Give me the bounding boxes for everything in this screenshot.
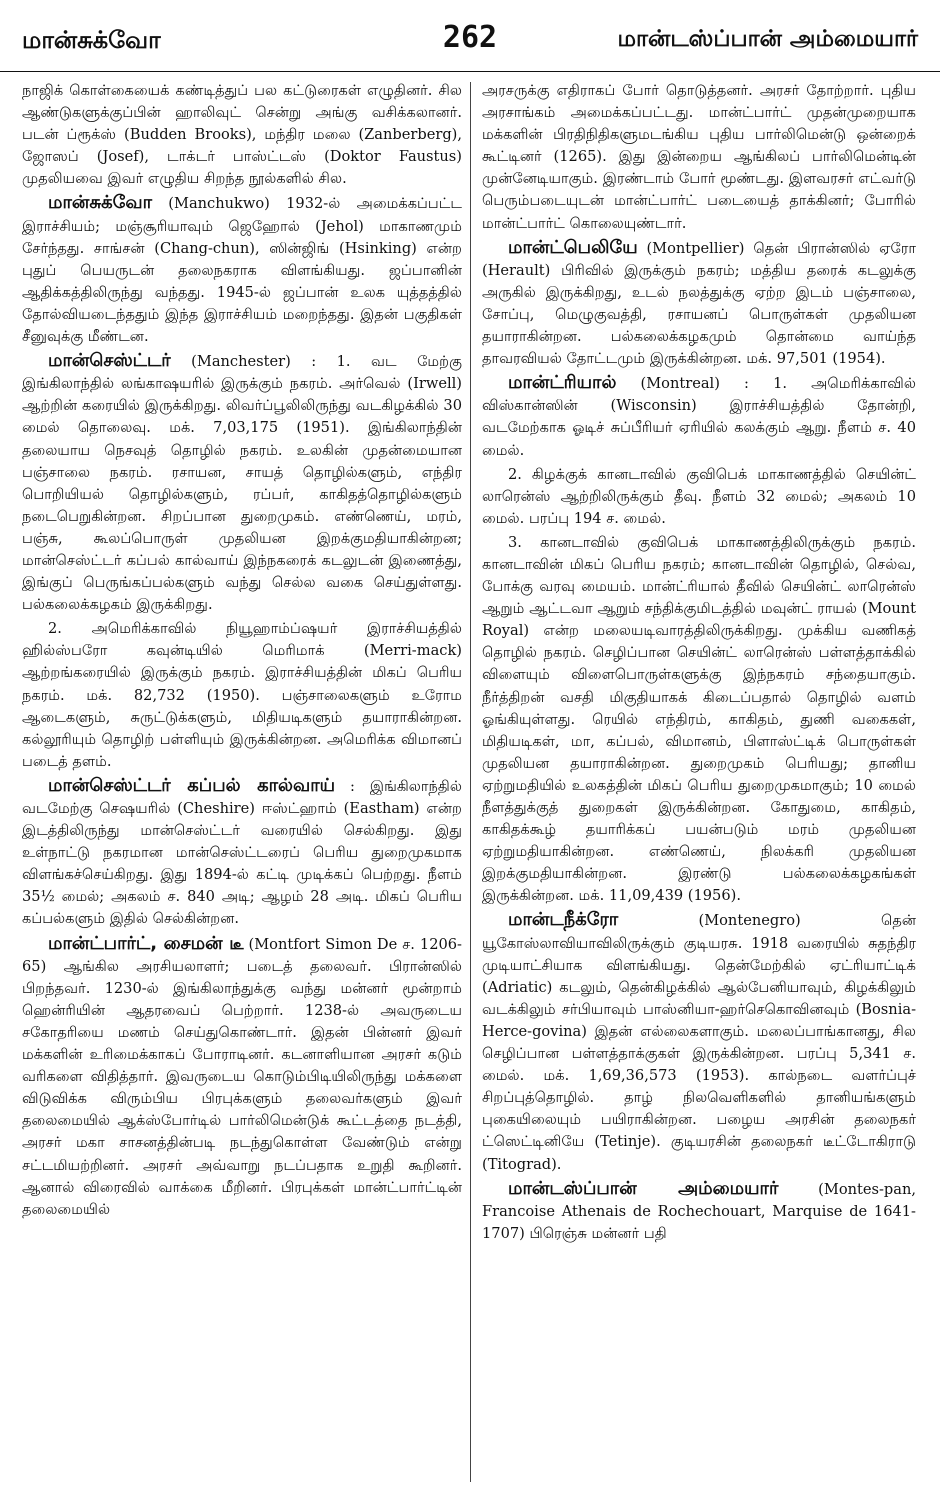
entry-text: (Montes-pan, Francoise Athenais de Rochechouart, Marquise de 1641-1707) பிரெஞ்சு மன்னர் பதி: [482, 1180, 916, 1242]
header-left-title: மான்சுக்வோ: [22, 26, 161, 54]
entry-headword: மான்ட்பெலியே: [508, 236, 638, 258]
entry-text: 2. கிழக்குக் கானடாவில் குவிபெக் மாகாணத்தில் செயின்ட் லாரென்ஸ் ஆற்றிலிருக்கும் தீவு. நீளம் 32 மைல்; அகலம் 10 மைல். பரப்பு 194 ச. மைல்.: [482, 465, 916, 527]
entry-text: நாஜிக் கொள்கையைக் கண்டித்துப் பல கட்டுரைகள் எழுதினர். சில ஆண்டுகளுக்குப்பின் ஹாலிவுட் சென்று அங்கு வசிக்கலானர். படன் ப்ரூக்ஸ் (Budden Brooks), மந்திர மலை (Zanberberg), ஜோஸப் (Josef), டாக்டர் பாஸ்ட்டஸ் (Doktor Faustus) முதலியவை இவர் எழுதிய சிறந்த நூல்களில் சில.: [22, 82, 462, 188]
right-column: [482, 80, 916, 1480]
entry-headword: மான்ட்ரியால்: [508, 372, 617, 394]
entry-headword: மான்செஸ்ட்டர்: [48, 350, 171, 372]
entry-paragraph: [22, 775, 462, 931]
entry-text: : இங்கிலாந்தில் வடமேற்கு செஷயரில் (Cheshire) ஈஸ்ட்ஹாம் (Eastham) என்ற இடத்திலிருந்து மான்செஸ்ட்டர் வரையில் செல்கிறது. இது உள்நாட்டு நகரமான மான்செஸ்ட்டரைப் பெரிய துறைமுகமாக விளங்கச்செய்கிறது. இது 1894-ல் கட்டி முடிக்கப் பெற்றது. நீளம் 35½ மைல்; அகலம் ச. 840 அடி; ஆழம் 28 அடி. மிகப் பெரிய கப்பல்களும் இதில் செல்கின்றன.: [22, 777, 462, 928]
entry-headword: மான்டஸ்ப்பான் அம்மையார்: [508, 1177, 779, 1199]
continuation-paragraph: [22, 80, 462, 190]
continuation-paragraph: [482, 80, 916, 235]
entry-text: 2. அமெரிக்காவில் நியூஹாம்ப்ஷயர் இராச்சியத்தில் ஹில்ஸ்பரோ கவுன்டியில் மெரிமாக் (Merri-mack) ஆற்றங்கரையில் இருக்கும் நகரம். இராச்சியத்தின் மிகப் பெரிய நகரம். மக். 82,732 (1950). பஞ்சாலைகளும் உரோம ஆடைகளும், சுருட்டுக்களும், மிதியடிகளும் தயாராகின்றன. கல்லூரியும் தொழிற் பள்ளியும் இருக்கின்றன. அமெரிக்க விமானப் படைத் தளம்.: [22, 620, 462, 770]
entry-paragraph: [482, 1178, 916, 1245]
entry-text: (Montfort Simon De ச. 1206-65) ஆங்கில அரசியலாளர்; படைத் தலைவர். பிரான்ஸில் பிறந்தவர். 1230-ல் இங்கிலாந்துக்கு வந்து மன்னர் மூன்றாம் ஹென்ரியின் ஆதரவைப் பெற்றார். 1238-ல் அவருடைய சகோதரியை மணம் செய்துகொண்டார். இதன் பின்னர் இவர் மக்களின் உரிமைக்காகப் போராடினர். கடனாளியான அரசர் கடும் வரிகளை விதித்தார். இவருடைய கொடும்பிடியிலிருந்து மக்களை விடுவிக்க விரும்பிய பிரபுக்களும் தலைவர்களும் இவர் தலைமையில் ஆக்ஸ்போர்டில் பார்லிமென்டுக் கூட்டத்தை நடத்தி, அரசர் மகா சாசனத்தின்படி நடந்துகொள்ள வேண்டும் என்று சட்டமியற்றினர். அரசர் அவ்வாறு நடப்பதாக உறுதி கூறினர். ஆனால் விரைவில் வாக்கை மீறினர். பிரபுக்கள் மான்ட்பார்ட்டின் தலைமையில்: [22, 935, 462, 1218]
entry-paragraph: [22, 350, 462, 616]
left-column: [22, 80, 462, 1480]
entry-text: (Montreal) : 1. அமெரிக்காவில் விஸ்கான்ஸின் (Wisconsin) இராச்சியத்தில் தோன்றி, வடமேற்காக ஓடிச் சுப்பீரியர் ஏரியில் கலக்கும் ஆறு. நீளம் ச. 40 மைல்.: [482, 375, 916, 459]
entry-paragraph: [22, 192, 462, 348]
continuation-paragraph: [482, 464, 916, 530]
column-divider: [470, 82, 471, 1482]
entry-text: (Montpellier) தென் பிரான்ஸில் ஏரோ (Herault) பிரிவில் இருக்கும் நகரம்; மத்திய தரைக் கடலுக்கு அருகில் இருக்கிறது, உடல் நலத்துக்கு ஏற்ற இடம் பஞ்சாலை, சோப்பு, மெழுகுவத்தி, ரசாயனப் பொருள்கள் முதலியன தயாராகின்றன. பல்கலைக்கழகமும் தொன்மை வாய்ந்த தாவரவியல் தோட்டமும் இருக்கின்றன. மக். 97,501 (1954).: [482, 239, 916, 368]
continuation-paragraph: [482, 532, 916, 908]
entry-text: (Montenegro) தென் யூகோஸ்லாவியாவிலிருக்கும் குடியரசு. 1918 வரையில் சுதந்திர முடியாட்சியாக விளங்கியது. தென்மேற்கில் ஏட்ரியாட்டிக் (Adriatic) கடலும், தென்கிழக்கில் ஆல்பேனியாவும், கிழக்கிலும் வடக்கிலும் சர்பியாவும் பாஸ்னியா-ஹர்செகொவினவும் (Bosnia-Herce-govina) இதன் எல்லைகளாகும். மலைப்பாங்கானது, சில செழிப்பான பள்ளத்தாக்குகள் இருக்கின்றன. பரப்பு 5,341 ச. மைல். மக். 1,69,36,573 (1953). கால்நடை வளர்ப்புச் சிறப்புத்தொழில். தாழ் நிலவெளிகளில் தானியங்களும் புகையிலையும் பயிராகின்றன. பழைய அரசின் தலைநகர் ட்ஸெட்டினியே (Tetinje). குடியரசின் தலைநகர் டீட்டோகிராடு (Titograd).: [482, 912, 916, 1173]
continuation-paragraph: [22, 618, 462, 773]
entry-text: 3. கானடாவில் குவிபெக் மாகாணத்திலிருக்கும் நகரம். கானடாவின் மிகப் பெரிய நகரம்; கானடாவின் தொழில், செல்வ, போக்கு வரவு மையம். மான்ட்ரியால் தீவில் செயின்ட் லாரென்ஸ் ஆறும் ஆட்டவா ஆறும் சந்திக்குமிடத்தில் மவுன்ட் ராயல் (Mount Royal) என்ற மலையடிவாரத்திலிருக்கிறது. முக்கிய வணிகத் தொழில் நகரம். செழிப்பான செயின்ட் லாரென்ஸ் பள்ளத்தாக்கில் விளையும் விளைபொருள்களுக்கு இந்நகரம் சந்தையாகும். நீர்த்திறன் வசதி மிகுதியாகக் கிடைப்பதால் தொழில் வளம் ஓங்கியுள்ளது. ரெயில் எந்திரம், காகிதம், துணி வகைகள், மிதியடிகள், மா, கப்பல், விமானம், பிளாஸ்ட்டிக் பொருள்கள் முதலியன தயாராகின்றன. துறைமுகம் பெரியது; தானிய ஏற்றுமதியில் உலகத்தின் மிகப் பெரிய துறைமுகமாகும்; 10 மைல் நீளத்துக்குத் துறைகள் இருக்கின்றன. கோதுமை, காகிதம், காகிதக்கூழ் தயாரிக்கப் பயன்படும் மரம் முதலியன ஏற்றுமதியாகின்றன. எண்ணெய், நிலக்கரி முதலியன இறக்குமதியாகின்றன. இரண்டு பல்கலைக்கழகங்கள் இருக்கின்றன. மக். 11,09,439 (1956).: [482, 533, 916, 905]
entry-paragraph: [482, 909, 916, 1175]
entry-text: (Manchester) : 1. வட மேற்கு இங்கிலாந்தில் லங்காஷயரில் இருக்கும் நகரம். அர்வெல் (Irwell) ஆற்றின் கரையில் இருக்கிறது. லிவர்ப்பூலிலிருந்து வடகிழக்கில் 30 மைல் தொலைவு. மக். 7,03,175 (1951). இங்கிலாந்தின் தலையாய நெசவுத் தொழில் நகரம். உலகின் முதன்மையான பஞ்சாலை நகரம். ரசாயன, சாயத் தொழில்களும், எந்திர பொறியியல் தொழில்களும், ரப்பர், காகிதத்தொழில்களும் நடைபெறுகின்றன. சிறப்பான துறைமுகம். எண்ணெய், மரம், பஞ்சு, கூலப்பொருள் முதலியன இறக்குமதியாகின்றன; மான்செஸ்ட்டர் கப்பல் கால்வாய் இந்நகரைக் கடலுடன் இணைத்து, இங்குப் பெருங்கப்பல்களும் வந்து செல்ல வகை செய்துள்ளது. பல்கலைக்கழகம் இருக்கிறது.: [22, 353, 462, 614]
page-number: 262: [442, 20, 498, 55]
header-right-title: மான்டஸ்ப்பான் அம்மையார்: [617, 26, 918, 52]
entry-headword: மான்ட்பார்ட், சைமன் டீ: [48, 932, 244, 954]
entry-paragraph: [482, 372, 916, 461]
entry-headword: மான்செஸ்ட்டர் கப்பல் கால்வாய்: [48, 774, 336, 796]
entry-text: அரசருக்கு எதிராகப் போர் தொடுத்தனர். அரசர் தோற்றார். புதிய அரசாங்கம் அமைக்கப்பட்டது. மான்ட்பார்ட் முதன்முறையாக மக்களின் பிரதிநிதிகளுமடங்கிய புதிய பார்லிமென்டு ஒன்றைக் கூட்டினர் (1265). இது இன்றைய ஆங்கிலப் பார்லிமென்டின் முன்னேடியாகும். இரண்டாம் போர் மூண்டது. இளவரசர் எட்வர்டு பெரும்படையுடன் மான்ட்பார்ட் படையைத் தாக்கினர்; போரில் மான்ட்பார்ட் கொலையுண்டார்.: [482, 82, 916, 232]
page-header: [0, 0, 940, 72]
entry-headword: மான்டநீக்ரோ: [508, 909, 619, 931]
entry-paragraph: [22, 933, 462, 1221]
entry-paragraph: [482, 237, 916, 371]
entry-headword: மான்சுக்வோ: [48, 192, 153, 214]
entry-text: (Manchukwo) 1932-ல் அமைக்கப்பட்ட இராச்சியம்; மஞ்சூரியாவும் ஜெஹோல் (Jehol) மாகாணமும் சேர்ந்தது. சாங்சன் (Chang-chun), ஸின்ஜிங் (Hsinking) என்ற புதுப் பெயருடன் தலைநகராக விளங்கியது. ஜப்பானின் ஆதிக்கத்திலிருந்து வந்தது. 1945-ல் ஜப்பான் உலக யுத்தத்தில் தோல்வியடைந்ததும் இந்த இராச்சியம் மறைந்தது. இதன் பகுதிகள் சீனுவுக்கு மீண்டன.: [22, 195, 462, 346]
